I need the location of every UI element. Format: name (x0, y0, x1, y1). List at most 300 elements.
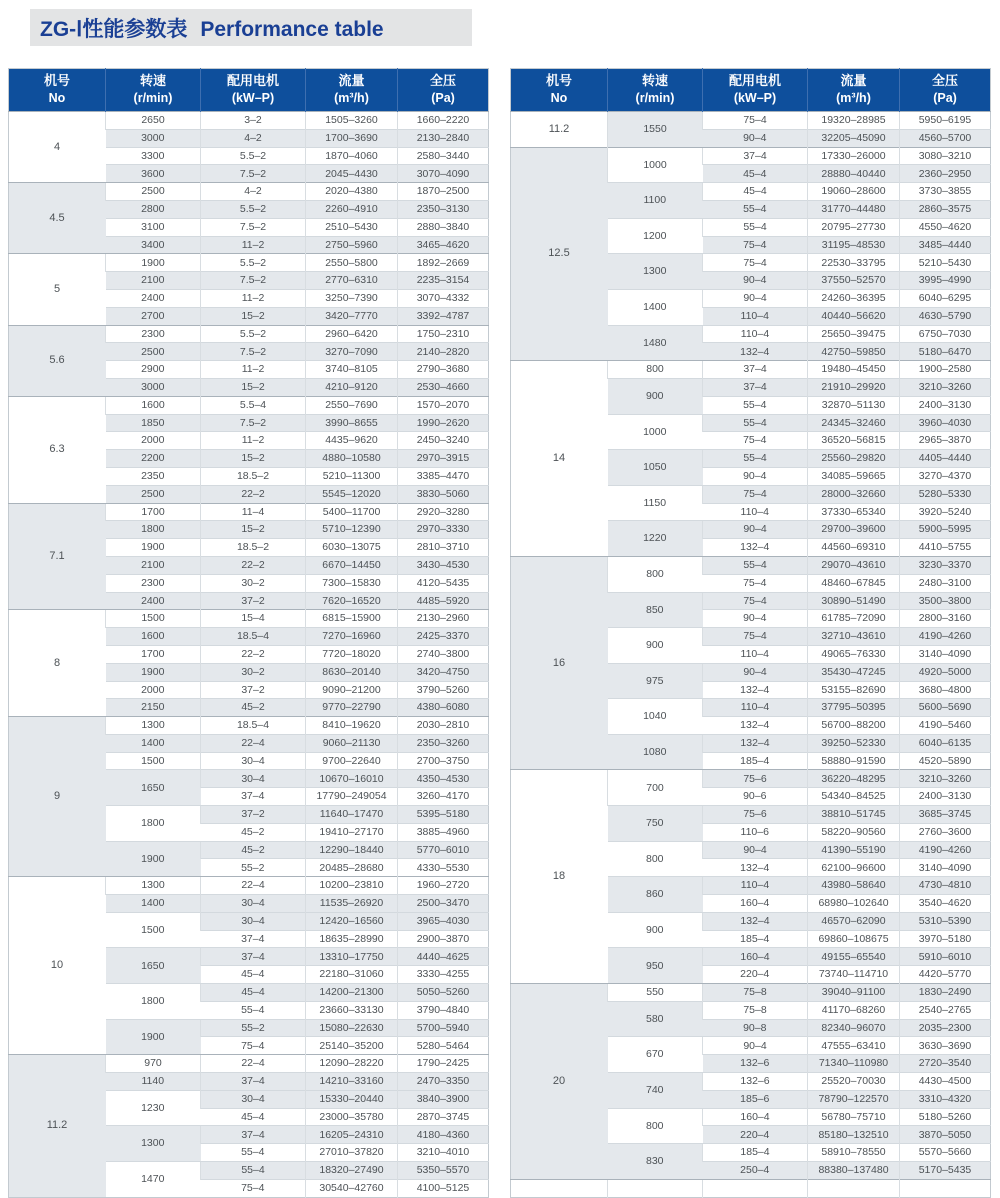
pressure-cell: 2970–3915 (398, 450, 489, 468)
pressure-cell: 2425–3370 (398, 628, 489, 646)
flow-cell: 4435–9620 (306, 432, 398, 450)
speed-cell: 800 (608, 1108, 703, 1144)
pressure-cell: 2720–3540 (900, 1055, 991, 1073)
flow-cell: 2550–7690 (306, 396, 398, 414)
speed-cell: 1900 (106, 663, 201, 681)
speed-cell: 975 (608, 663, 703, 699)
speed-cell: 1650 (106, 948, 201, 984)
pressure-cell: 2400–3130 (900, 396, 991, 414)
flow-cell: 23660–33130 (306, 1001, 398, 1019)
motor-cell: 37–4 (201, 788, 306, 806)
table-row (511, 556, 991, 574)
pressure-cell: 5570–5660 (900, 1144, 991, 1162)
flow-cell: 22180–31060 (306, 966, 398, 984)
flow-cell: 7270–16960 (306, 628, 398, 646)
table-row (9, 254, 489, 272)
motor-cell: 7.5–2 (201, 218, 306, 236)
motor-cell: 45–4 (703, 183, 808, 201)
flow-cell: 58880–91590 (808, 752, 900, 770)
speed-cell: 950 (608, 948, 703, 984)
flow-cell: 17330–26000 (808, 147, 900, 165)
speed-cell: 2500 (106, 485, 201, 503)
motor-cell: 90–4 (703, 467, 808, 485)
pressure-cell: 4550–4620 (900, 218, 991, 236)
table-row (9, 1055, 489, 1073)
flow-cell: 6815–15900 (306, 610, 398, 628)
motor-cell: 90–6 (703, 788, 808, 806)
flow-cell: 8410–19620 (306, 717, 398, 735)
pressure-cell: 3385–4470 (398, 467, 489, 485)
pressure-cell: 4100–5125 (398, 1179, 489, 1197)
pressure-cell: 2400–3130 (900, 788, 991, 806)
speed-cell: 900 (608, 628, 703, 664)
pressure-cell: 2860–3575 (900, 200, 991, 218)
flow-cell: 24260–36395 (808, 289, 900, 307)
motor-cell: 22–4 (201, 1055, 306, 1073)
flow-cell: 53155–82690 (808, 681, 900, 699)
flow-cell: 18635–28990 (306, 930, 398, 948)
pressure-cell: 2790–3680 (398, 361, 489, 379)
speed-cell: 1200 (608, 218, 703, 254)
page-title-en: Performance table (200, 17, 384, 41)
speed-cell: 1150 (608, 485, 703, 521)
motor-cell: 185–4 (703, 1144, 808, 1162)
speed-cell: 800 (608, 361, 703, 379)
motor-cell: 18.5–4 (201, 717, 306, 735)
flow-cell: 12290–18440 (306, 841, 398, 859)
flow-cell: 13310–17750 (306, 948, 398, 966)
flow-cell: 23000–35780 (306, 1108, 398, 1126)
flow-cell: 2750–5960 (306, 236, 398, 254)
performance-table-right (510, 68, 991, 1198)
flow-cell: 68980–102640 (808, 895, 900, 913)
motor-cell: 22–2 (201, 485, 306, 503)
pressure-cell: 6040–6135 (900, 734, 991, 752)
pressure-cell: 3260–4170 (398, 788, 489, 806)
flow-cell: 16205–24310 (306, 1126, 398, 1144)
speed-cell: 1300 (608, 254, 703, 290)
speed-cell: 1900 (106, 254, 201, 272)
pressure-cell: 3330–4255 (398, 966, 489, 984)
motor-cell: 55–4 (703, 414, 808, 432)
flow-cell: 3420–7770 (306, 307, 398, 325)
pressure-cell: 3790–4840 (398, 1001, 489, 1019)
flow-cell: 6030–13075 (306, 539, 398, 557)
motor-cell: 75–6 (703, 770, 808, 788)
pressure-cell: 1830–2490 (900, 984, 991, 1002)
flow-cell: 31770–44480 (808, 200, 900, 218)
motor-cell: 30–4 (201, 912, 306, 930)
pressure-cell: 4190–4260 (900, 628, 991, 646)
speed-cell: 860 (608, 877, 703, 913)
pressure-cell: 5310–5390 (900, 912, 991, 930)
header-row (511, 69, 991, 112)
motor-cell: 75–8 (703, 984, 808, 1002)
page-title-zh: ZG-Ⅰ性能参数表 (40, 17, 188, 41)
speed-cell: 1400 (106, 734, 201, 752)
flow-cell: 2020–4380 (306, 183, 398, 201)
speed-cell: 1500 (106, 752, 201, 770)
flow-cell: 12090–28220 (306, 1055, 398, 1073)
pressure-cell: 3430–4530 (398, 556, 489, 574)
motor-cell: 11–4 (201, 503, 306, 521)
speed-cell: 740 (608, 1073, 703, 1109)
flow-cell: 7620–16520 (306, 592, 398, 610)
speed-cell: 3600 (106, 165, 201, 183)
motor-cell: 55–4 (201, 1001, 306, 1019)
model-no-cell: 5.6 (9, 325, 106, 396)
flow-cell: 6670–14450 (306, 556, 398, 574)
flow-cell: 9700–22640 (306, 752, 398, 770)
page-title (40, 13, 384, 43)
motor-cell: 110–6 (703, 823, 808, 841)
pressure-cell: 2920–3280 (398, 503, 489, 521)
speed-cell: 1040 (608, 699, 703, 735)
motor-cell: 132–6 (703, 1055, 808, 1073)
flow-cell: 28880–40440 (808, 165, 900, 183)
motor-cell: 55–4 (703, 556, 808, 574)
motor-cell: 30–4 (201, 895, 306, 913)
table-row (9, 877, 489, 895)
flow-cell: 9090–21200 (306, 681, 398, 699)
speed-cell: 1400 (106, 895, 201, 913)
motor-cell: 5.5–4 (201, 396, 306, 414)
model-no-cell: 8 (9, 610, 106, 717)
model-no-cell: 11.2 (9, 1055, 106, 1197)
flow-cell: 71340–110980 (808, 1055, 900, 1073)
flow-cell: 34085–59665 (808, 467, 900, 485)
speed-cell: 2650 (106, 112, 201, 130)
pressure-cell: 2030–2810 (398, 717, 489, 735)
pressure-cell: 5180–5260 (900, 1108, 991, 1126)
table-row (9, 396, 489, 414)
pressure-cell: 1892–2669 (398, 254, 489, 272)
speed-cell: 1800 (106, 806, 201, 842)
pressure-cell: 4410–5755 (900, 539, 991, 557)
speed-cell: 1000 (608, 147, 703, 183)
motor-cell: 75–4 (703, 574, 808, 592)
pressure-cell: 3070–4090 (398, 165, 489, 183)
speed-cell (608, 1179, 703, 1197)
flow-cell: 5210–11300 (306, 467, 398, 485)
pressure-cell: 4120–5435 (398, 574, 489, 592)
flow-cell: 36220–48295 (808, 770, 900, 788)
pressure-cell: 3500–3800 (900, 592, 991, 610)
pressure-cell: 4405–4440 (900, 450, 991, 468)
flow-cell: 38810–51745 (808, 806, 900, 824)
flow-cell: 58220–90560 (808, 823, 900, 841)
motor-cell: 37–4 (703, 378, 808, 396)
table-row (511, 984, 991, 1002)
flow-cell: 48460–67845 (808, 574, 900, 592)
pressure-cell: 2470–3350 (398, 1073, 489, 1091)
flow-cell: 20795–27730 (808, 218, 900, 236)
motor-cell: 75–4 (703, 592, 808, 610)
flow-cell: 15330–20440 (306, 1090, 398, 1108)
motor-cell: 132–4 (703, 681, 808, 699)
speed-cell: 1300 (106, 717, 201, 735)
speed-cell: 3400 (106, 236, 201, 254)
speed-cell: 1470 (106, 1162, 201, 1198)
table-row (511, 770, 991, 788)
table-row (511, 361, 991, 379)
speed-cell: 1480 (608, 325, 703, 361)
pressure-cell: 4560–5700 (900, 129, 991, 147)
pressure-cell: 3420–4750 (398, 663, 489, 681)
speed-cell: 2900 (106, 361, 201, 379)
model-no-cell: 7.1 (9, 503, 106, 610)
motor-cell: 55–4 (201, 1162, 306, 1180)
flow-cell: 2510–5430 (306, 218, 398, 236)
flow-cell: 2770–6310 (306, 272, 398, 290)
pressure-cell: 2450–3240 (398, 432, 489, 450)
pressure-cell: 3790–5260 (398, 681, 489, 699)
flow-cell: 3990–8655 (306, 414, 398, 432)
column-header-0: 机号 No (9, 69, 106, 112)
speed-cell: 1900 (106, 841, 201, 877)
motor-cell: 75–4 (703, 254, 808, 272)
flow-cell: 1700–3690 (306, 129, 398, 147)
speed-cell: 800 (608, 556, 703, 592)
motor-cell: 110–4 (703, 503, 808, 521)
pressure-cell: 2970–3330 (398, 521, 489, 539)
speed-cell: 1000 (608, 414, 703, 450)
motor-cell: 30–2 (201, 574, 306, 592)
model-no-cell: 10 (9, 877, 106, 1055)
motor-cell: 37–2 (201, 806, 306, 824)
flow-cell: 32870–51130 (808, 396, 900, 414)
speed-cell: 2500 (106, 343, 201, 361)
pressure-cell: 1990–2620 (398, 414, 489, 432)
tables-container (8, 68, 991, 1198)
pressure-cell: 2800–3160 (900, 610, 991, 628)
page-title-bar (30, 9, 472, 46)
motor-cell: 18.5–2 (201, 539, 306, 557)
motor-cell: 5.5–2 (201, 254, 306, 272)
flow-cell: 5710–12390 (306, 521, 398, 539)
speed-cell: 2350 (106, 467, 201, 485)
pressure-cell: 2870–3745 (398, 1108, 489, 1126)
speed-cell: 2500 (106, 183, 201, 201)
flow-cell: 1505–3260 (306, 112, 398, 130)
speed-cell: 580 (608, 1001, 703, 1037)
motor-cell: 132–4 (703, 343, 808, 361)
speed-cell: 2100 (106, 556, 201, 574)
performance-table-left (8, 68, 489, 1198)
pressure-cell: 3680–4800 (900, 681, 991, 699)
motor-cell: 37–4 (703, 361, 808, 379)
pressure-cell: 2350–3130 (398, 200, 489, 218)
flow-cell: 5400–11700 (306, 503, 398, 521)
flow-cell: 19320–28985 (808, 112, 900, 130)
pressure-cell: 4180–4360 (398, 1126, 489, 1144)
table-row (511, 147, 991, 165)
speed-cell: 700 (608, 770, 703, 806)
speed-cell: 1140 (106, 1073, 201, 1091)
motor-cell: 160–4 (703, 1108, 808, 1126)
flow-cell: 39040–91100 (808, 984, 900, 1002)
speed-cell: 1900 (106, 1019, 201, 1055)
motor-cell: 30–4 (201, 770, 306, 788)
pressure-cell: 4350–4530 (398, 770, 489, 788)
pressure-cell: 5180–6470 (900, 343, 991, 361)
flow-cell: 37330–65340 (808, 503, 900, 521)
pressure-cell: 1900–2580 (900, 361, 991, 379)
pressure-cell: 2810–3710 (398, 539, 489, 557)
motor-cell: 3–2 (201, 112, 306, 130)
speed-cell: 550 (608, 984, 703, 1002)
motor-cell: 22–2 (201, 556, 306, 574)
flow-cell: 14210–33160 (306, 1073, 398, 1091)
speed-cell: 2300 (106, 574, 201, 592)
pressure-cell: 3960–4030 (900, 414, 991, 432)
pressure-cell: 3630–3690 (900, 1037, 991, 1055)
motor-cell: 45–2 (201, 699, 306, 717)
pressure-cell: 4485–5920 (398, 592, 489, 610)
motor-cell: 5.5–2 (201, 200, 306, 218)
model-no-cell: 9 (9, 717, 106, 877)
speed-cell: 1500 (106, 610, 201, 628)
flow-cell: 8630–20140 (306, 663, 398, 681)
pressure-cell: 4630–5790 (900, 307, 991, 325)
pressure-cell: 2480–3100 (900, 574, 991, 592)
motor-cell: 55–4 (703, 450, 808, 468)
pressure-cell: 3310–4320 (900, 1090, 991, 1108)
flow-cell: 73740–114710 (808, 966, 900, 984)
flow-cell (808, 1179, 900, 1197)
speed-cell: 1600 (106, 628, 201, 646)
speed-cell: 3000 (106, 129, 201, 147)
model-no-cell: 14 (511, 361, 608, 557)
flow-cell: 31195–48530 (808, 236, 900, 254)
motor-cell: 110–4 (703, 877, 808, 895)
motor-cell: 18.5–2 (201, 467, 306, 485)
motor-cell: 132–4 (703, 859, 808, 877)
pressure-cell: 6750–7030 (900, 325, 991, 343)
flow-cell: 4880–10580 (306, 450, 398, 468)
flow-cell: 9770–22790 (306, 699, 398, 717)
pressure-cell: 4190–4260 (900, 841, 991, 859)
motor-cell: 250–4 (703, 1162, 808, 1180)
speed-cell: 800 (608, 841, 703, 877)
table-row (9, 717, 489, 735)
flow-cell: 54340–84525 (808, 788, 900, 806)
speed-cell: 1400 (608, 289, 703, 325)
speed-cell: 2150 (106, 699, 201, 717)
flow-cell: 2550–5800 (306, 254, 398, 272)
pressure-cell: 4330–5530 (398, 859, 489, 877)
flow-cell: 78790–122570 (808, 1090, 900, 1108)
pressure-cell: 2760–3600 (900, 823, 991, 841)
motor-cell: 185–4 (703, 752, 808, 770)
motor-cell: 90–4 (703, 272, 808, 290)
motor-cell: 110–4 (703, 307, 808, 325)
pressure-cell: 3140–4090 (900, 645, 991, 663)
flow-cell: 43980–58640 (808, 877, 900, 895)
pressure-cell: 6040–6295 (900, 289, 991, 307)
flow-cell: 2045–4430 (306, 165, 398, 183)
motor-cell: 75–8 (703, 1001, 808, 1019)
pressure-cell: 5280–5464 (398, 1037, 489, 1055)
motor-cell: 11–2 (201, 361, 306, 379)
motor-cell: 22–4 (201, 877, 306, 895)
table-row (9, 610, 489, 628)
pressure-cell: 1660–2220 (398, 112, 489, 130)
pressure-cell: 4420–5770 (900, 966, 991, 984)
pressure-cell: 2740–3800 (398, 645, 489, 663)
flow-cell: 69860–108675 (808, 930, 900, 948)
column-header-0: 机号 No (511, 69, 608, 112)
pressure-cell: 5350–5570 (398, 1162, 489, 1180)
pressure-cell: 1790–2425 (398, 1055, 489, 1073)
motor-cell: 185–6 (703, 1090, 808, 1108)
speed-cell: 850 (608, 592, 703, 628)
pressure-cell: 3230–3370 (900, 556, 991, 574)
pressure-cell: 3070–4332 (398, 289, 489, 307)
speed-cell: 2800 (106, 200, 201, 218)
speed-cell: 1800 (106, 521, 201, 539)
column-header-1: 转速 (r/min) (106, 69, 201, 112)
pressure-cell: 4190–5460 (900, 717, 991, 735)
speed-cell: 670 (608, 1037, 703, 1073)
speed-cell: 750 (608, 806, 703, 842)
motor-cell: 90–8 (703, 1019, 808, 1037)
model-no-cell: 11.2 (511, 112, 608, 148)
motor-cell: 37–4 (201, 948, 306, 966)
pressure-cell: 4520–5890 (900, 752, 991, 770)
motor-cell: 45–2 (201, 841, 306, 859)
pressure-cell: 3465–4620 (398, 236, 489, 254)
flow-cell: 14200–21300 (306, 984, 398, 1002)
flow-cell: 44560–69310 (808, 539, 900, 557)
pressure-cell: 5050–5260 (398, 984, 489, 1002)
speed-cell: 1800 (106, 984, 201, 1020)
flow-cell: 2260–4910 (306, 200, 398, 218)
speed-cell: 2400 (106, 592, 201, 610)
pressure-cell: 2540–2765 (900, 1001, 991, 1019)
flow-cell: 3740–8105 (306, 361, 398, 379)
motor-cell: 90–4 (703, 663, 808, 681)
pressure-cell: 5900–5995 (900, 521, 991, 539)
pressure-cell: 2500–3470 (398, 895, 489, 913)
flow-cell: 41390–55190 (808, 841, 900, 859)
pressure-cell: 2965–3870 (900, 432, 991, 450)
motor-cell: 5.5–2 (201, 325, 306, 343)
model-no-cell: 4 (9, 112, 106, 183)
motor-cell: 55–4 (703, 218, 808, 236)
model-no-cell: 18 (511, 770, 608, 984)
model-no-cell: 4.5 (9, 183, 106, 254)
speed-cell: 2300 (106, 325, 201, 343)
motor-cell: 15–4 (201, 610, 306, 628)
speed-cell: 1300 (106, 877, 201, 895)
motor-cell: 220–4 (703, 1126, 808, 1144)
table-row (9, 503, 489, 521)
flow-cell: 7720–18020 (306, 645, 398, 663)
pressure-cell: 4380–6080 (398, 699, 489, 717)
motor-cell: 132–4 (703, 734, 808, 752)
flow-cell: 88380–137480 (808, 1162, 900, 1180)
speed-cell: 900 (608, 378, 703, 414)
speed-cell: 1300 (106, 1126, 201, 1162)
flow-cell: 19480–45450 (808, 361, 900, 379)
pressure-cell: 4430–4500 (900, 1073, 991, 1091)
pressure-cell: 5280–5330 (900, 485, 991, 503)
flow-cell: 3270–7090 (306, 343, 398, 361)
speed-cell: 2200 (106, 450, 201, 468)
flow-cell: 5545–12020 (306, 485, 398, 503)
motor-cell: 7.5–2 (201, 343, 306, 361)
